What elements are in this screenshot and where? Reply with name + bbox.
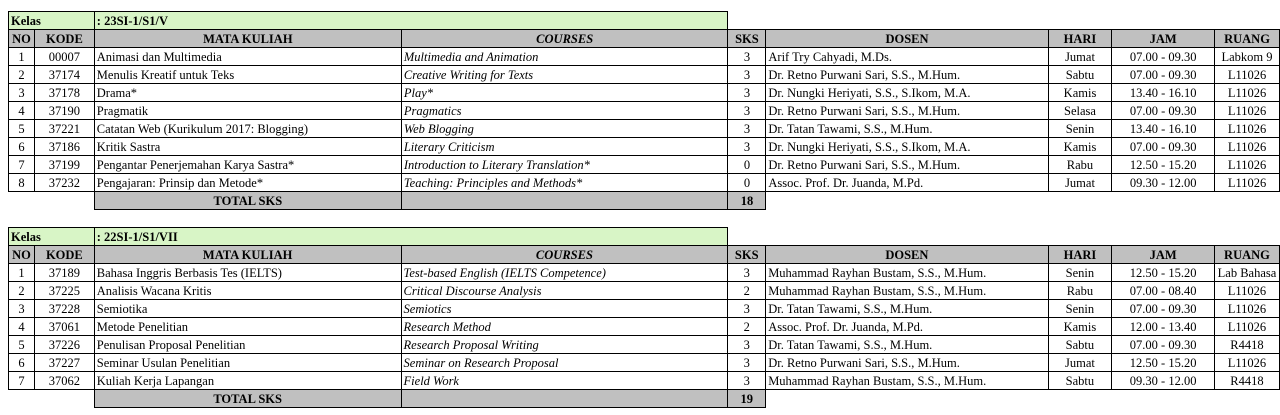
header-sks: SKS: [728, 246, 766, 264]
cell-kode: 37199: [34, 156, 94, 174]
cell-mata-kuliah: Animasi dan Multimedia: [94, 48, 401, 66]
cell-ruang: R4418: [1214, 372, 1279, 390]
cell-sks: 3: [728, 300, 766, 318]
cell-kode: 37221: [34, 120, 94, 138]
cell-hari: Kamis: [1048, 138, 1112, 156]
kelas-row: [9, 228, 1280, 246]
cell-ruang: L11026: [1215, 84, 1280, 102]
table-row: [9, 66, 1280, 84]
schedule-table-1: [8, 11, 1280, 210]
cell-jam: 13.40 - 16.10: [1112, 120, 1215, 138]
cell-kode: 37186: [34, 138, 94, 156]
cell-jam: 13.40 - 16.10: [1112, 84, 1215, 102]
cell-mata-kuliah: Pragmatik: [94, 102, 401, 120]
cell-courses: Pragmatics: [401, 102, 728, 120]
cell-ruang: L11026: [1215, 66, 1280, 84]
cell-kode: 37178: [34, 84, 94, 102]
cell-mata-kuliah: Menulis Kreatif untuk Teks: [94, 66, 401, 84]
cell-courses: Critical Discourse Analysis: [401, 282, 728, 300]
cell-hari: Senin: [1048, 264, 1112, 282]
cell-mata-kuliah: Bahasa Inggris Berbasis Tes (IELTS): [94, 264, 401, 282]
cell-mata-kuliah: Kritik Sastra: [94, 138, 401, 156]
cell-courses: Seminar on Research Proposal: [401, 354, 728, 372]
cell-kode: 37226: [34, 336, 94, 354]
cell-hari: Jumat: [1048, 48, 1112, 66]
cell-sks: 3: [728, 264, 766, 282]
cell-no: 4: [9, 318, 35, 336]
cell-jam: 12.50 - 15.20: [1112, 354, 1215, 372]
table-row: [9, 282, 1280, 300]
cell-no: 4: [9, 102, 35, 120]
cell-mata-kuliah: Drama*: [94, 84, 401, 102]
cell-jam: 12.00 - 13.40: [1112, 318, 1215, 336]
cell-kode: 37227: [34, 354, 94, 372]
cell-no: 5: [9, 336, 35, 354]
cell-dosen: Muhammad Rayhan Bustam, S.S., M.Hum.: [766, 372, 1048, 390]
cell-hari: Rabu: [1048, 282, 1112, 300]
cell-ruang: Lab Bahasa: [1214, 264, 1279, 282]
header-ruang: RUANG: [1215, 30, 1280, 48]
cell-hari: Jumat: [1048, 354, 1112, 372]
cell-no: 6: [9, 138, 35, 156]
cell-mata-kuliah: Pengajaran: Prinsip dan Metode*: [94, 174, 401, 192]
cell-courses: Introduction to Literary Translation*: [401, 156, 728, 174]
cell-kode: 37232: [34, 174, 94, 192]
header-mata-kuliah: MATA KULIAH: [94, 30, 401, 48]
cell-sks: 3: [728, 84, 766, 102]
total-label: TOTAL SKS: [94, 192, 401, 210]
cell-hari: Selasa: [1048, 102, 1112, 120]
cell-jam: 07.00 - 09.30: [1112, 336, 1215, 354]
table-row: [9, 300, 1280, 318]
cell-courses: Test-based English (IELTS Competence): [401, 264, 728, 282]
cell-jam: 07.00 - 09.30: [1112, 102, 1215, 120]
cell-no: 7: [9, 372, 35, 390]
cell-hari: Sabtu: [1048, 66, 1112, 84]
cell-ruang: L11026: [1215, 138, 1280, 156]
kelas-label: Kelas: [9, 12, 95, 30]
cell-hari: Sabtu: [1048, 336, 1112, 354]
cell-ruang: Labkom 9: [1215, 48, 1280, 66]
cell-dosen: Dr. Retno Purwani Sari, S.S., M.Hum.: [766, 354, 1048, 372]
cell-dosen: Dr. Nungki Heriyati, S.S., S.Ikom, M.A.: [766, 138, 1048, 156]
table-row: [9, 336, 1280, 354]
total-blank: [401, 192, 728, 210]
table-row: [9, 354, 1280, 372]
cell-mata-kuliah: Catatan Web (Kurikulum 2017: Blogging): [94, 120, 401, 138]
cell-dosen: Dr. Retno Purwani Sari, S.S., M.Hum.: [766, 102, 1048, 120]
total-spacer: [9, 192, 95, 210]
cell-no: 5: [9, 120, 35, 138]
cell-courses: Research Proposal Writing: [401, 336, 728, 354]
cell-jam: 07.00 - 09.30: [1112, 66, 1215, 84]
cell-mata-kuliah: Pengantar Penerjemahan Karya Sastra*: [94, 156, 401, 174]
cell-no: 8: [9, 174, 35, 192]
cell-sks: 0: [728, 174, 766, 192]
cell-mata-kuliah: Analisis Wacana Kritis: [94, 282, 401, 300]
cell-hari: Sabtu: [1048, 372, 1112, 390]
header-ruang: RUANG: [1214, 246, 1279, 264]
cell-hari: Rabu: [1048, 156, 1112, 174]
header-kode: KODE: [34, 246, 94, 264]
header-jam: JAM: [1112, 30, 1215, 48]
cell-courses: Teaching: Principles and Methods*: [401, 174, 728, 192]
total-row: [9, 390, 1280, 408]
table-row: [9, 318, 1280, 336]
kelas-label: Kelas: [9, 228, 95, 246]
header-no: NO: [9, 246, 35, 264]
cell-hari: Jumat: [1048, 174, 1112, 192]
cell-no: 2: [9, 282, 35, 300]
cell-no: 2: [9, 66, 35, 84]
table-row: [9, 138, 1280, 156]
header-row: [9, 30, 1280, 48]
cell-courses: Multimedia and Animation: [401, 48, 728, 66]
cell-dosen: Dr. Retno Purwani Sari, S.S., M.Hum.: [766, 66, 1048, 84]
cell-mata-kuliah: Kuliah Kerja Lapangan: [94, 372, 401, 390]
cell-no: 3: [9, 300, 35, 318]
total-blank: [401, 390, 728, 408]
cell-sks: 3: [728, 354, 766, 372]
header-sks: SKS: [728, 30, 766, 48]
cell-sks: 3: [728, 48, 766, 66]
header-row: [9, 246, 1280, 264]
kelas-spacer: [728, 228, 1280, 246]
cell-jam: 12.50 - 15.20: [1112, 156, 1215, 174]
cell-hari: Senin: [1048, 120, 1112, 138]
header-courses: COURSES: [401, 246, 728, 264]
cell-kode: 37061: [34, 318, 94, 336]
schedule-table: [8, 227, 1280, 408]
cell-sks: 3: [728, 138, 766, 156]
header-jam: JAM: [1112, 246, 1215, 264]
cell-courses: Research Method: [401, 318, 728, 336]
header-no: NO: [9, 30, 35, 48]
total-spacer-right: [766, 390, 1280, 408]
cell-sks: 3: [728, 66, 766, 84]
cell-ruang: L11026: [1214, 282, 1279, 300]
total-row: [9, 192, 1280, 210]
header-kode: KODE: [34, 30, 94, 48]
cell-jam: 12.50 - 15.20: [1112, 264, 1215, 282]
total-spacer: [9, 390, 95, 408]
cell-kode: 37189: [34, 264, 94, 282]
cell-kode: 00007: [34, 48, 94, 66]
cell-no: 6: [9, 354, 35, 372]
header-hari: HARI: [1048, 30, 1112, 48]
cell-dosen: Dr. Tatan Tawami, S.S., M.Hum.: [766, 300, 1048, 318]
cell-kode: 37225: [34, 282, 94, 300]
cell-ruang: L11026: [1215, 156, 1280, 174]
cell-sks: 2: [728, 282, 766, 300]
cell-ruang: L11026: [1215, 102, 1280, 120]
table-row: [9, 372, 1280, 390]
total-label: TOTAL SKS: [94, 390, 401, 408]
cell-jam: 07.00 - 09.30: [1112, 48, 1215, 66]
cell-kode: 37190: [34, 102, 94, 120]
cell-dosen: Dr. Tatan Tawami, S.S., M.Hum.: [766, 336, 1048, 354]
table-row: [9, 120, 1280, 138]
kelas-row: [9, 12, 1280, 30]
table-row: [9, 48, 1280, 66]
cell-dosen: Assoc. Prof. Dr. Juanda, M.Pd.: [766, 174, 1048, 192]
header-mata-kuliah: MATA KULIAH: [94, 246, 401, 264]
kelas-value: : 22SI-1/S1/VII: [94, 228, 728, 246]
cell-dosen: Arif Try Cahyadi, M.Ds.: [766, 48, 1048, 66]
schedule-table: [8, 11, 1280, 210]
cell-ruang: L11026: [1215, 120, 1280, 138]
cell-hari: Kamis: [1048, 318, 1112, 336]
cell-sks: 3: [728, 372, 766, 390]
cell-mata-kuliah: Seminar Usulan Penelitian: [94, 354, 401, 372]
cell-jam: 07.00 - 09.30: [1112, 300, 1215, 318]
schedule-table-2: [8, 227, 1280, 408]
cell-dosen: Dr. Tatan Tawami, S.S., M.Hum.: [766, 120, 1048, 138]
cell-jam: 07.00 - 08.40: [1112, 282, 1215, 300]
table-row: [9, 102, 1280, 120]
cell-courses: Play*: [401, 84, 728, 102]
cell-ruang: L11026: [1215, 174, 1280, 192]
cell-courses: Semiotics: [401, 300, 728, 318]
cell-mata-kuliah: Penulisan Proposal Penelitian: [94, 336, 401, 354]
table-row: [9, 174, 1280, 192]
cell-courses: Field Work: [401, 372, 728, 390]
table-row: [9, 84, 1280, 102]
cell-courses: Web Blogging: [401, 120, 728, 138]
cell-jam: 09.30 - 12.00: [1112, 372, 1215, 390]
total-spacer-right: [766, 192, 1280, 210]
cell-ruang: L11026: [1214, 300, 1279, 318]
cell-ruang: L11026: [1214, 354, 1279, 372]
cell-kode: 37062: [34, 372, 94, 390]
total-sks: 19: [728, 390, 766, 408]
cell-sks: 0: [728, 156, 766, 174]
cell-jam: 09.30 - 12.00: [1112, 174, 1215, 192]
cell-jam: 07.00 - 09.30: [1112, 138, 1215, 156]
cell-no: 1: [9, 264, 35, 282]
cell-kode: 37174: [34, 66, 94, 84]
cell-sks: 3: [728, 336, 766, 354]
header-dosen: DOSEN: [766, 246, 1048, 264]
cell-no: 1: [9, 48, 35, 66]
kelas-spacer: [728, 12, 1280, 30]
cell-dosen: Dr. Retno Purwani Sari, S.S., M.Hum.: [766, 156, 1048, 174]
header-courses: COURSES: [401, 30, 728, 48]
kelas-value: : 23SI-1/S1/V: [94, 12, 728, 30]
cell-dosen: Muhammad Rayhan Bustam, S.S., M.Hum.: [766, 264, 1048, 282]
cell-ruang: R4418: [1214, 336, 1279, 354]
cell-kode: 37228: [34, 300, 94, 318]
cell-sks: 3: [728, 102, 766, 120]
header-dosen: DOSEN: [766, 30, 1048, 48]
cell-courses: Creative Writing for Texts: [401, 66, 728, 84]
cell-mata-kuliah: Metode Penelitian: [94, 318, 401, 336]
cell-sks: 2: [728, 318, 766, 336]
cell-mata-kuliah: Semiotika: [94, 300, 401, 318]
cell-ruang: L11026: [1214, 318, 1279, 336]
cell-sks: 3: [728, 120, 766, 138]
cell-hari: Kamis: [1048, 84, 1112, 102]
cell-dosen: Assoc. Prof. Dr. Juanda, M.Pd.: [766, 318, 1048, 336]
cell-no: 3: [9, 84, 35, 102]
cell-dosen: Dr. Nungki Heriyati, S.S., S.Ikom, M.A.: [766, 84, 1048, 102]
table-row: [9, 156, 1280, 174]
total-sks: 18: [728, 192, 766, 210]
header-hari: HARI: [1048, 246, 1112, 264]
table-row: [9, 264, 1280, 282]
cell-no: 7: [9, 156, 35, 174]
cell-courses: Literary Criticism: [401, 138, 728, 156]
cell-hari: Senin: [1048, 300, 1112, 318]
cell-dosen: Muhammad Rayhan Bustam, S.S., M.Hum.: [766, 282, 1048, 300]
